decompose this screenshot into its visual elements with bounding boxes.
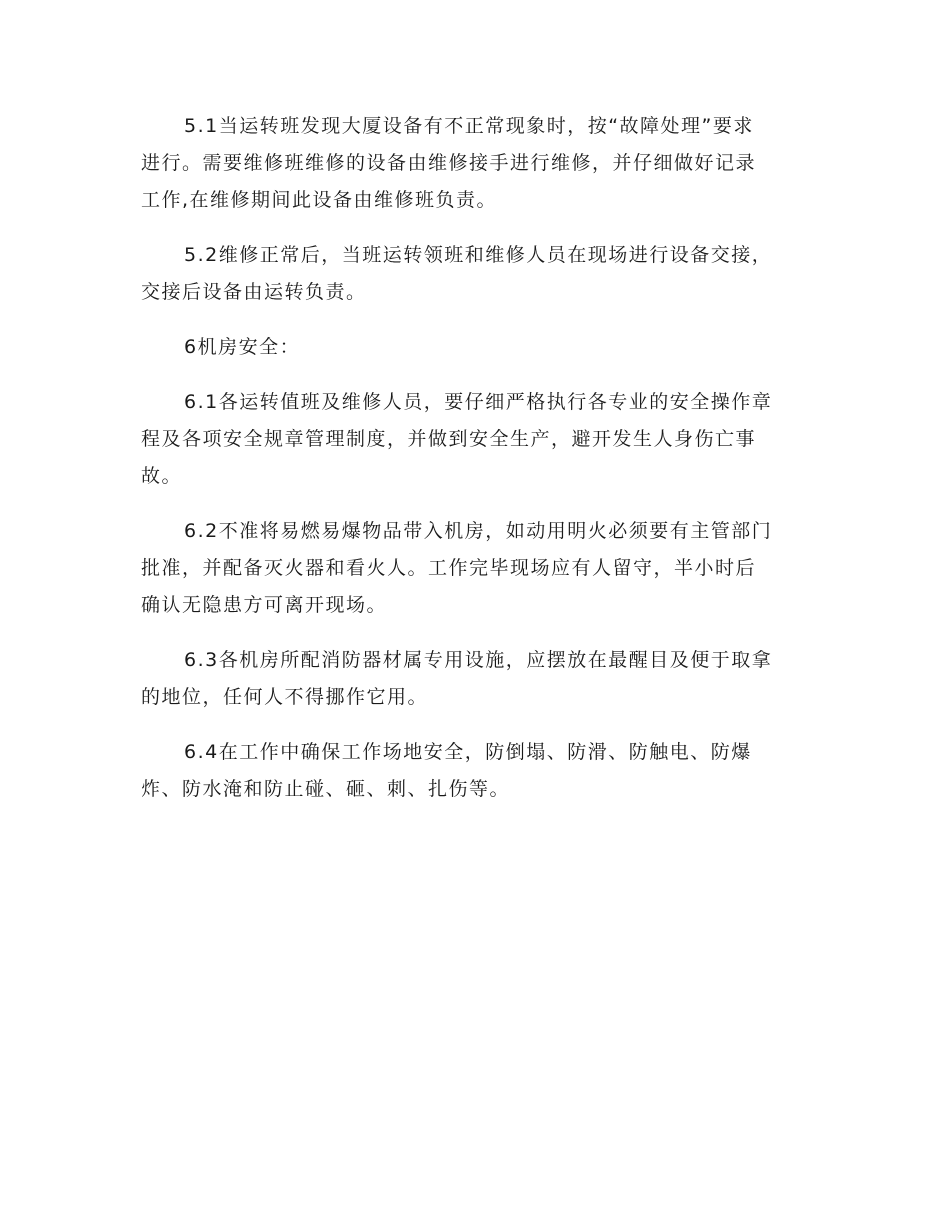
text-line: 交接后设备由运转负责。 bbox=[141, 281, 367, 303]
text-line: 5.2维修正常后，当班运转领班和维修人员在现场进行设备交接， bbox=[184, 244, 773, 266]
text-line: 故。 bbox=[141, 465, 183, 487]
text-line: 程及各项安全规章管理制度，并做到安全生产，避开发生人身伤亡事 bbox=[141, 428, 757, 450]
paragraph-5-1 bbox=[141, 108, 811, 219]
document-body bbox=[141, 108, 811, 826]
paragraph-6-2 bbox=[141, 513, 811, 624]
paragraph-6-1 bbox=[141, 384, 811, 495]
text-line: 的地位，任何人不得挪作它用。 bbox=[141, 686, 429, 708]
text-line: 6.4在工作中确保工作场地安全，防倒塌、防滑、防触电、防爆 bbox=[184, 741, 752, 763]
text-line: 6机房安全： bbox=[184, 336, 301, 358]
section-heading-6 bbox=[141, 329, 811, 366]
text-line: 6.3各机房所配消防器材属专用设施，应摆放在最醒目及便于取拿 bbox=[184, 649, 773, 671]
text-line: 批准，并配备灭火器和看火人。工作完毕现场应有人留守，半小时后 bbox=[141, 557, 757, 579]
paragraph-6-4 bbox=[141, 734, 811, 808]
text-line: 6.2不准将易燃易爆物品带入机房，如动用明火必须要有主管部门 bbox=[184, 520, 773, 542]
text-line: 进行。需要维修班维修的设备由维修接手进行维修，并仔细做好记录 bbox=[141, 152, 757, 174]
text-line: 炸、防水淹和防止碰、砸、刺、扎伤等。 bbox=[141, 778, 511, 800]
text-line: 5.1当运转班发现大厦设备有不正常现象时，按“故障处理”要求 bbox=[184, 115, 754, 137]
paragraph-5-2 bbox=[141, 237, 811, 311]
text-line: 工作,在维修期间此设备由维修班负责。 bbox=[141, 189, 498, 211]
text-line: 确认无隐患方可离开现场。 bbox=[141, 594, 388, 616]
text-line: 6.1各运转值班及维修人员，要仔细严格执行各专业的安全操作章 bbox=[184, 391, 773, 413]
paragraph-6-3 bbox=[141, 642, 811, 716]
